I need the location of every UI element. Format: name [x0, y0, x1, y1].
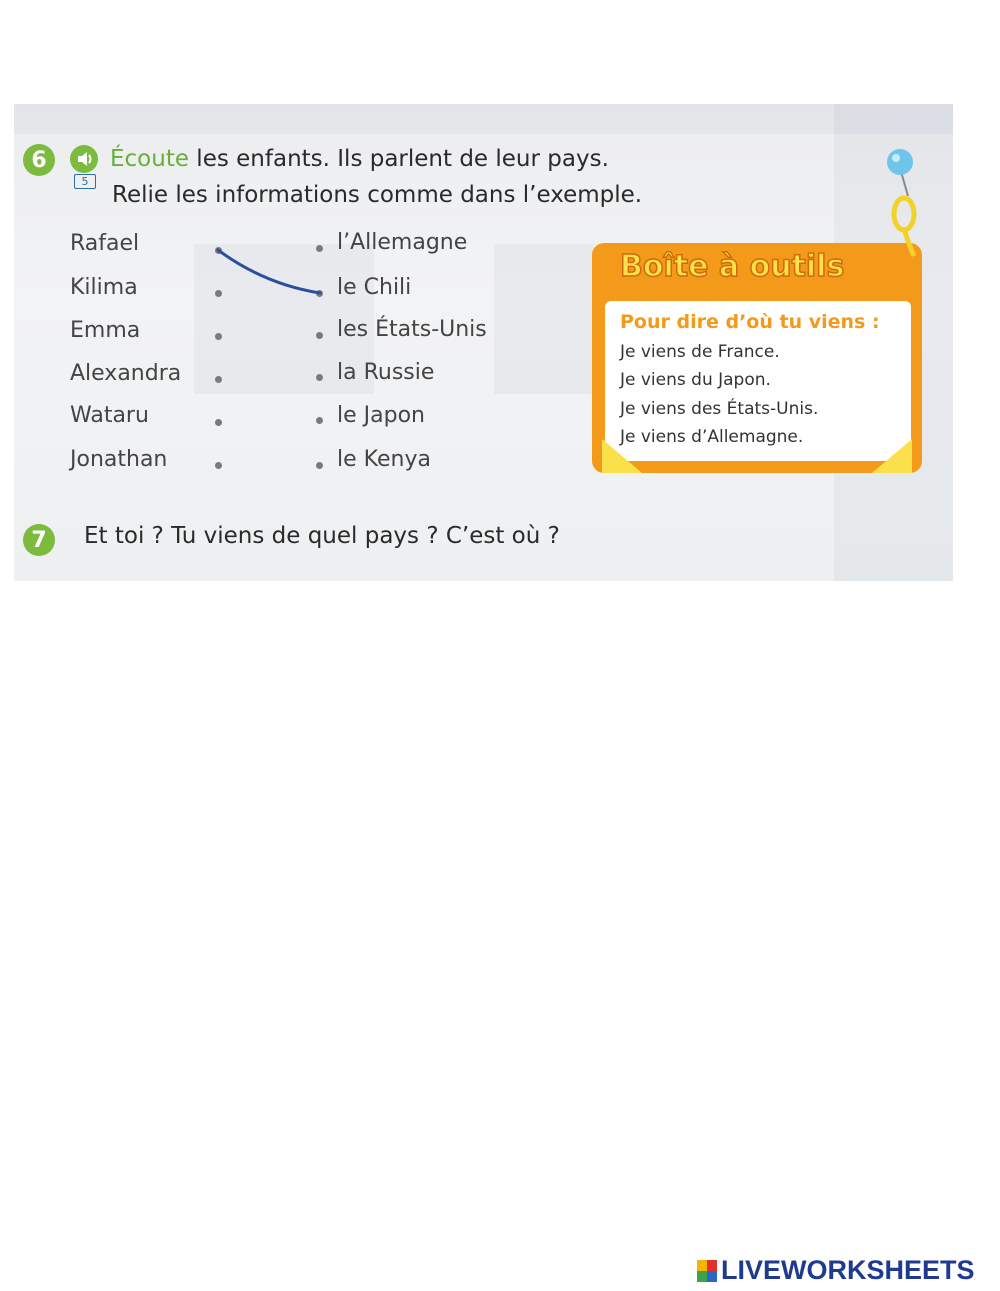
- liveworksheets-logo[interactable]: [697, 1255, 975, 1286]
- name-item: Emma: [70, 318, 141, 343]
- instruction-highlight: Écoute: [110, 146, 189, 172]
- country-item: le Japon: [337, 403, 425, 428]
- exercise-7-number: 7: [23, 524, 55, 556]
- country-item: l’Allemagne: [337, 230, 468, 255]
- instruction-text: les enfants. Ils parlent de leur pays.: [189, 146, 609, 172]
- name-item: Wataru: [70, 403, 149, 428]
- country-item: le Chili: [337, 275, 412, 300]
- country-item: les États-Unis: [337, 317, 487, 342]
- toolbox-corner: [872, 439, 912, 473]
- toolbox-title: Boîte à outils: [620, 249, 845, 284]
- logo-text: LIVEWORKSHEETS: [721, 1255, 975, 1285]
- name-item: Alexandra: [70, 361, 182, 386]
- toolbox-line: Je viens de France.: [620, 342, 780, 362]
- audio-track-number: 5: [74, 174, 96, 189]
- worksheet-scan: [14, 104, 953, 581]
- exercise-6-instruction-line2: Relie les informations comme dans l’exemple.: [112, 182, 643, 208]
- toolbox-line: Je viens des États-Unis.: [620, 399, 819, 419]
- toolbox-line: Je viens d’Allemagne.: [620, 427, 804, 447]
- exercise-6-number: 6: [23, 144, 55, 176]
- push-pin-icon: [886, 148, 936, 268]
- name-item: Rafael: [70, 231, 140, 256]
- logo-icon: [697, 1260, 717, 1282]
- name-item: Kilima: [70, 275, 138, 300]
- toolbox-heading: Pour dire d’où tu viens :: [620, 311, 880, 333]
- name-item: Jonathan: [70, 447, 168, 472]
- exercise-7-question: Et toi ? Tu viens de quel pays ? C’est où ?: [84, 523, 560, 549]
- toolbox-card: [592, 243, 922, 473]
- country-item: la Russie: [337, 360, 435, 385]
- country-item: le Kenya: [337, 447, 431, 472]
- toolbox-line: Je viens du Japon.: [620, 370, 771, 390]
